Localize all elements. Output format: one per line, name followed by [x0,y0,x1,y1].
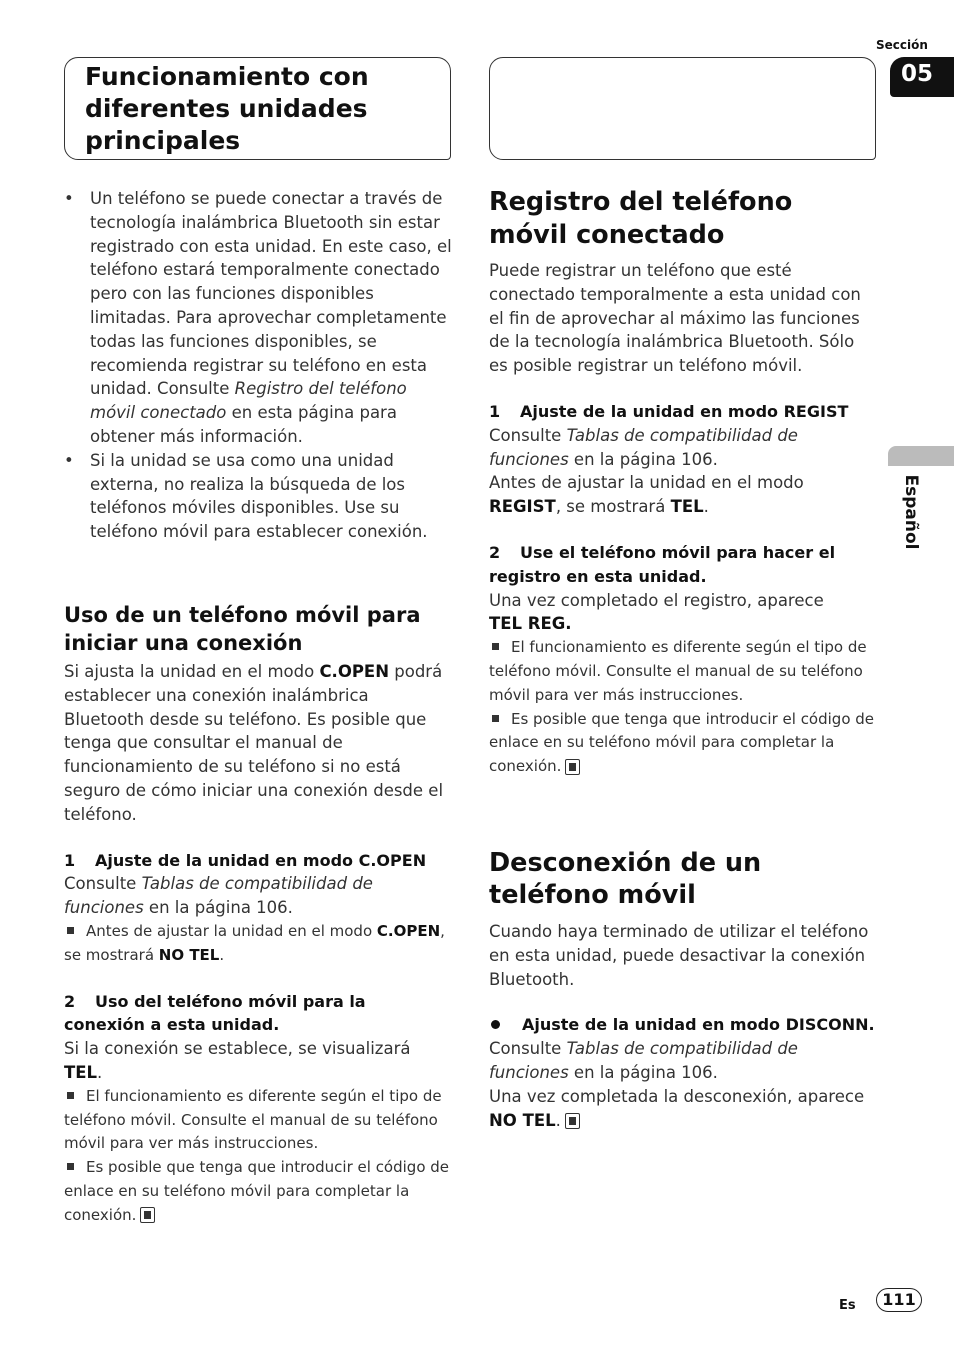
step-text: Una vez completada la desconexión, aparece NO TEL. [489,1086,865,1130]
step-heading: Ajuste de la unidad en modo DISCONN. [489,1013,877,1037]
square-bullet-icon [67,927,74,934]
step-note: El funcionamiento es diferente según el tipo de teléfono móvil. Consulte el manual de su teléfono móvil para ver más instrucciones. [64,1086,442,1153]
bullet-item: • Un teléfono se puede conectar a través de tecnología inalámbrica Bluetooth sin estar registrado con esta unidad. En este caso, el teléfono estará temporalmente conectado pero con las funciones disponibles limitadas. Para aprovechar completamente todas las funciones disponibles, se recomienda registrar su teléfono en esta unidad. Consulte Registro del teléfono móvil conectado en esta página para obtener más información. [64,187,452,449]
round-bullet-icon [491,1020,500,1029]
step-note: El funcionamiento es diferente según el tipo de teléfono móvil. Consulte el manual de su teléfono móvil para ver más instrucciones. [489,638,867,704]
step-text: Una vez completado el registro, aparece TEL REG. [489,590,824,634]
step-reference: Consulte Tablas de compatibilidad de funciones en la página 106. [64,874,373,918]
section-intro: Cuando haya terminado de utilizar el teléfono en esta unidad, puede desactivar la conexión Bluetooth. [489,921,869,989]
end-mark-icon [140,1207,155,1223]
intro-bullet-list [64,187,452,544]
square-bullet-icon [67,1092,74,1099]
end-mark-icon [565,1113,580,1129]
step-note: Antes de ajustar la unidad en el modo C.OPEN, se mostrará NO TEL. [64,921,445,964]
section-number: 05 [901,61,934,87]
step-heading: 1 Ajuste de la unidad en modo C.OPEN [64,850,427,870]
chapter-title: Funcionamiento con diferentes unidades principales [85,62,369,155]
section-heading: Desconexión de un teléfono móvil [489,847,762,911]
square-bullet-icon [492,715,499,722]
step-note: Es posible que tenga que introducir el código de enlace en su teléfono móvil para completar la conexión. [489,709,875,776]
section-label: Sección [876,38,928,52]
language-tab [888,446,954,466]
section-heading: Uso de un teléfono móvil para iniciar una conexión [64,602,421,655]
square-bullet-icon [492,643,499,650]
step-note: Es posible que tenga que introducir el código de enlace en su teléfono móvil para completar la conexión. [64,1158,450,1224]
chapter-title-box [64,57,451,160]
page-number: 111 [882,1290,916,1309]
step-heading: 1 Ajuste de la unidad en modo REGIST [489,401,849,421]
end-mark-icon [565,759,580,775]
step-reference: Consulte Tablas de compatibilidad de funciones en la página 106. [489,425,798,469]
step-text: Antes de ajustar la unidad en el modo REGIST, se mostrará TEL. [489,473,804,517]
cross-reference: Registro del teléfono móvil conectado [90,379,407,423]
section-intro: Si ajusta la unidad en el modo C.OPEN podrá establecer una conexión inalámbrica Bluetooth desde su teléfono. Es posible que tenga que consultar el manual de funcionamiento de su teléfono si no está seguro de cómo iniciar una conexión desde el teléfono. [64,661,444,824]
section-intro: Puede registrar un teléfono que esté conectado temporalmente a esta unidad con el fin de aprovechar al máximo las funciones de la tecnología inalámbrica Bluetooth. Sólo es posible registrar un teléfono móvil. [489,261,861,376]
step-heading: 2 Uso del teléfono móvil para la conexión a esta unidad. [64,991,366,1035]
step-reference: Consulte Tablas de compatibilidad de funciones en la página 106. [489,1039,798,1082]
section-heading: Registro del teléfono móvil conectado [489,187,793,250]
language-code: Es [839,1298,856,1313]
empty-title-box [489,57,876,160]
section-number-badge [890,57,954,97]
language-label: Español [901,474,921,550]
square-bullet-icon [67,1163,74,1170]
bullet-item: • Si la unidad se usa como una unidad externa, no realiza la búsqueda de los teléfonos móviles disponibles. Use su teléfono móvil para establecer conexión. [64,449,452,544]
page-number-badge [876,1288,922,1312]
step-text: Si la conexión se establece, se visualizará TEL. [64,1039,411,1082]
left-column [64,187,452,1227]
right-column [489,186,877,1132]
step-heading: 2 Use el teléfono móvil para hacer el registro en esta unidad. [489,542,836,586]
